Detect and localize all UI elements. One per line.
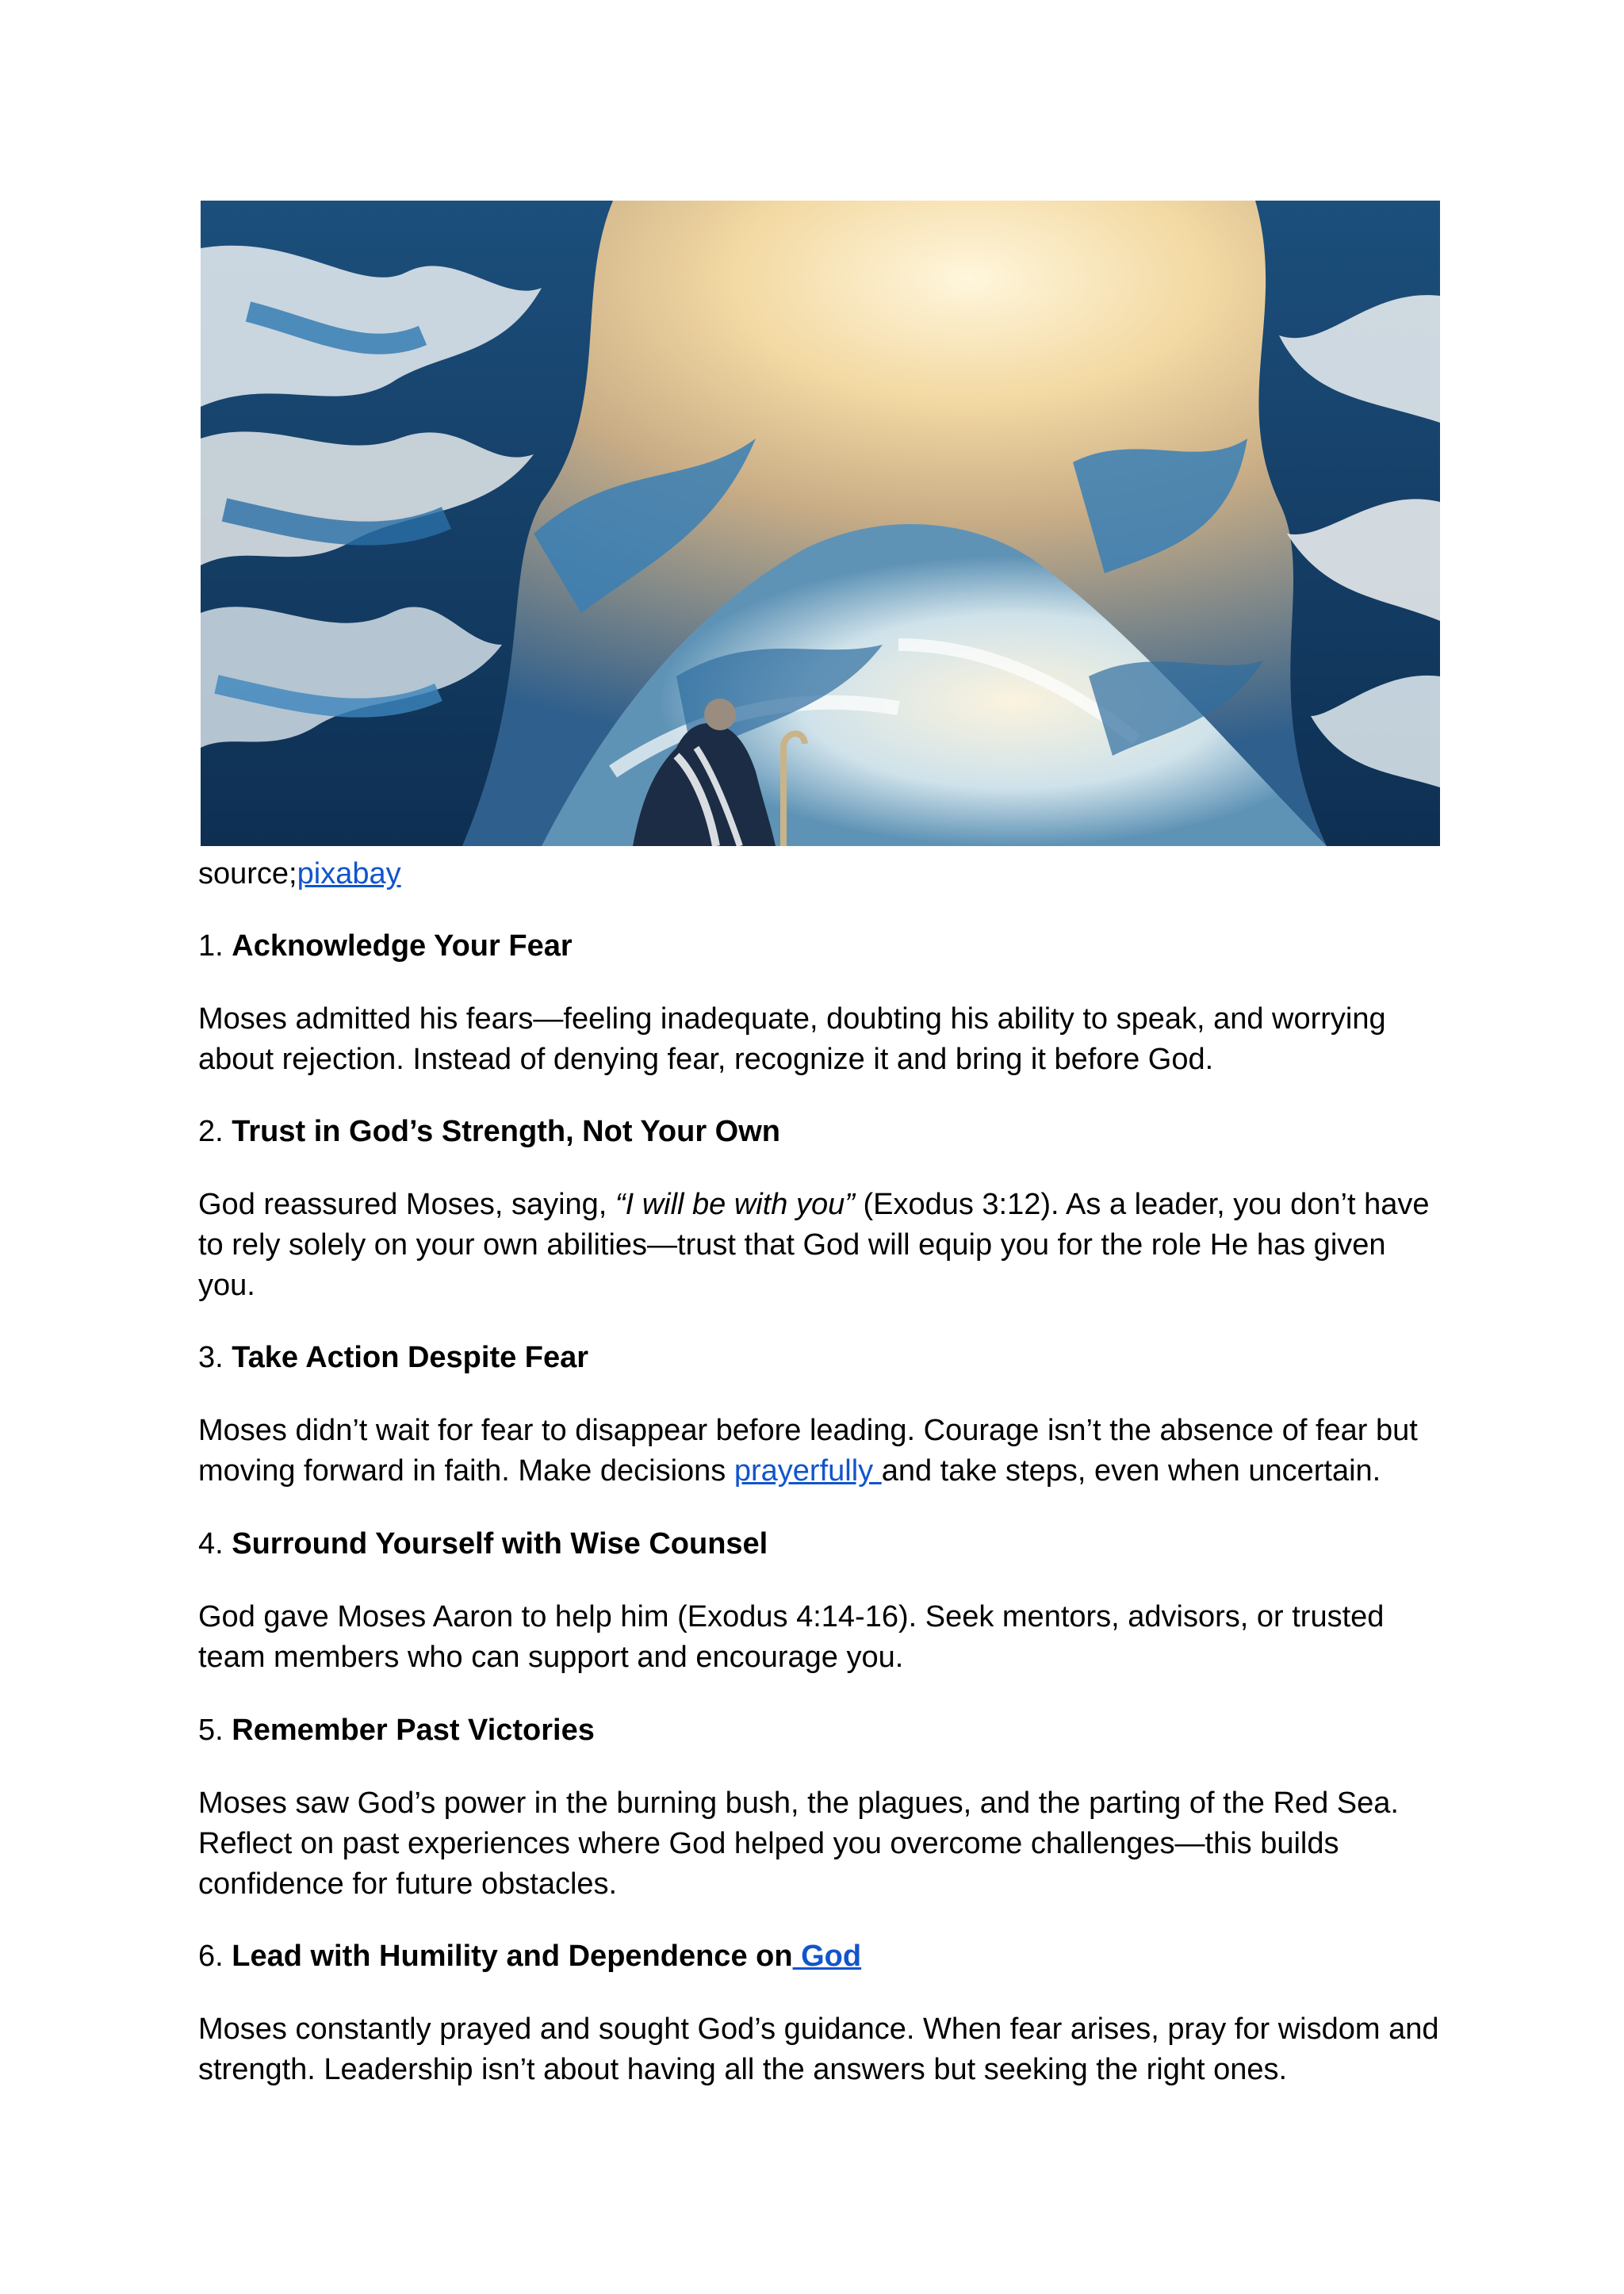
section-5-title: Remember Past Victories	[232, 1714, 595, 1747]
section-3-body-post: and take steps, even when uncertain.	[881, 1454, 1381, 1488]
section-2-heading	[198, 1112, 1443, 1152]
section-1-body: Moses admitted his fears—feeling inadequate, doubting his ability to speak, and worrying about rejection. Instead of denying fear, recognize it and bring it before God.	[198, 1002, 1386, 1076]
section-6-title: Lead with Humility and Dependence on	[232, 1940, 793, 1973]
section-1-title: Acknowledge Your Fear	[232, 929, 573, 963]
section-1-number: 1.	[198, 929, 232, 963]
section-6-number: 6.	[198, 1940, 232, 1973]
section-3-body	[198, 1411, 1443, 1492]
section-2-body-post: (Exodus 3:12). As a leader, you don’t have to rely solely on your own abilities—trust that God will equip you for the role He has given you.	[198, 1188, 1430, 1302]
source-prefix: source;	[198, 857, 297, 890]
section-5-heading	[198, 1710, 1443, 1751]
section-3-body-pre: Moses didn’t wait for fear to disappear before leading. Courage isn’t the absence of fear but moving forward in faith. Make decisions	[198, 1414, 1418, 1488]
section-6-heading	[198, 1936, 1443, 1977]
section-2-body-pre: God reassured Moses, saying,	[198, 1188, 615, 1221]
section-1-heading	[198, 926, 1443, 967]
sea-painting-icon	[201, 201, 1440, 846]
section-2-quote: “I will be with you”	[615, 1188, 855, 1221]
section-2-body	[198, 1185, 1443, 1306]
god-link[interactable]: God	[792, 1940, 862, 1973]
section-2-number: 2.	[198, 1115, 232, 1148]
section-4-body: God gave Moses Aaron to help him (Exodus 4:14-16). Seek mentors, advisors, or trusted team members who can support and encourage you.	[198, 1600, 1385, 1674]
section-6-body: Moses constantly prayed and sought God’s guidance. When fear arises, pray for wisdom and strength. Leadership isn’t about having all the answers but seeking the right ones.	[198, 2013, 1439, 2086]
section-3-number: 3.	[198, 1341, 232, 1374]
section-3-title: Take Action Despite Fear	[232, 1341, 589, 1374]
section-3-heading	[198, 1338, 1443, 1378]
section-5-body: Moses saw God’s power in the burning bush, the plagues, and the parting of the Red Sea. Reflect on past experiences where God helped you overcome challenges—this builds confidence for future obstacles.	[198, 1787, 1399, 1901]
section-4-number: 4.	[198, 1527, 232, 1561]
hero-painting-image	[201, 201, 1440, 846]
section-5-number: 5.	[198, 1714, 232, 1747]
pixabay-link[interactable]: pixabay	[297, 857, 401, 890]
section-4-heading	[198, 1524, 1443, 1564]
image-source-caption	[198, 854, 1443, 894]
prayerfully-link[interactable]: prayerfully	[733, 1454, 882, 1488]
section-4-title: Surround Yourself with Wise Counsel	[232, 1527, 768, 1561]
section-2-title: Trust in God’s Strength, Not Your Own	[232, 1115, 780, 1148]
